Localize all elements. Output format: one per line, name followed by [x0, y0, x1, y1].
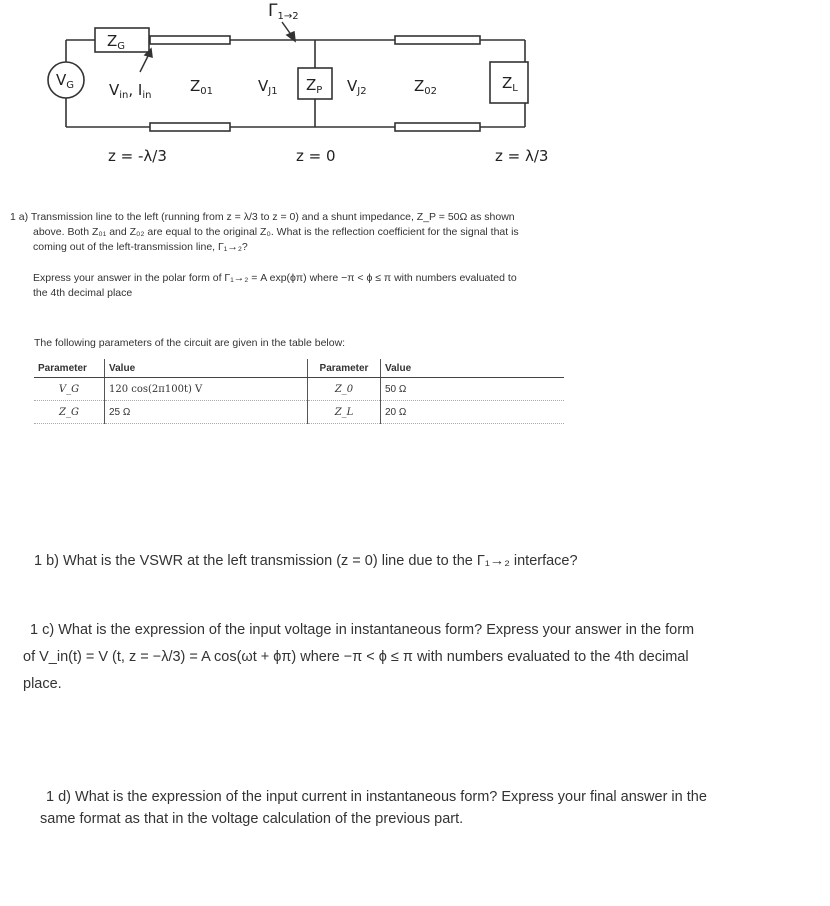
table-header: Parameter	[308, 359, 381, 378]
zp-label: $Z_P$	[306, 76, 323, 96]
vj1-label: $V_{J1}$	[258, 77, 278, 97]
zg-label: $Z_G$	[107, 32, 126, 52]
q1a-line3: coming out of the left-transmission line, Γ₁→₂?	[33, 241, 248, 253]
z02-label: $Z_{02}$	[414, 77, 438, 97]
question-1c	[23, 617, 694, 698]
position-left-label: z = -λ/3	[108, 147, 167, 165]
zl-label: $Z_L$	[502, 74, 518, 94]
tline-02	[395, 36, 480, 131]
q1a-line1: 1 a) Transmission line to the left (running from z = λ/3 to z = 0) and a shunt impedance, Z_P = 50Ω as shown	[10, 211, 515, 223]
q1d-line2: same format as that in the voltage calculation of the previous part.	[40, 811, 464, 827]
table-header: Parameter	[34, 359, 105, 378]
table-cell: Z_0	[308, 378, 381, 401]
table-cell: 50 Ω	[381, 378, 565, 401]
circuit-diagram	[0, 0, 830, 180]
q1a-line5: the 4th decimal place	[33, 287, 133, 299]
table-cell: V_G	[34, 378, 105, 401]
gamma-arrow	[282, 22, 295, 41]
gamma-label: $\Gamma_{1\to 2}$	[268, 1, 299, 22]
z01-label: $Z_{01}$	[190, 77, 214, 97]
table-cell: 20 Ω	[381, 401, 565, 424]
vg-label: $V_G$	[56, 71, 75, 91]
vin-iin-label: $V_{in}$, $I_{in}$	[109, 81, 152, 101]
q1d-line1: 1 d) What is the expression of the input current in instantaneous form? Express your final answer in the	[46, 789, 707, 805]
table-row	[34, 378, 564, 401]
position-mid-label: z = 0	[296, 147, 336, 165]
question-1a	[10, 210, 519, 301]
q1a-line2: above. Both Z₀₁ and Z₀₂ are equal to the original Z₀. What is the reflection coefficient for the signal that is	[33, 226, 519, 238]
q1a-line4: Express your answer in the polar form of Γ₁→₂ = A exp(ϕπ) where −π < ϕ ≤ π with numbers evaluated to	[33, 272, 517, 284]
table-cell: 25 Ω	[105, 401, 308, 424]
table-header-row	[34, 359, 564, 378]
q1c-line3: place.	[23, 676, 62, 692]
table-intro: The following parameters of the circuit are given in the table below:	[34, 337, 346, 349]
table-cell: Z_G	[34, 401, 105, 424]
q1c-line1: 1 c) What is the expression of the input voltage in instantaneous form? Express your answer in the form	[30, 622, 695, 638]
table-cell: 120 cos(2π100t) V	[105, 378, 308, 401]
table-row	[34, 401, 564, 424]
table-header: Value	[105, 359, 308, 378]
vj2-label: $V_{J2}$	[347, 77, 367, 97]
question-1b: 1 b) What is the VSWR at the left transmission (z = 0) line due to the Γ₁→₂ interface?	[34, 553, 578, 569]
parameter-table	[34, 359, 564, 424]
position-right-label: z = λ/3	[495, 147, 549, 165]
table-cell: Z_L	[308, 401, 381, 424]
q1c-line2: of V_in(t) = V (t, z = −λ/3) = A cos(ωt + ϕπ) where −π < ϕ ≤ π with numbers evaluated to the 4th decimal	[23, 649, 689, 665]
table-header: Value	[381, 359, 565, 378]
question-1d	[40, 786, 707, 830]
